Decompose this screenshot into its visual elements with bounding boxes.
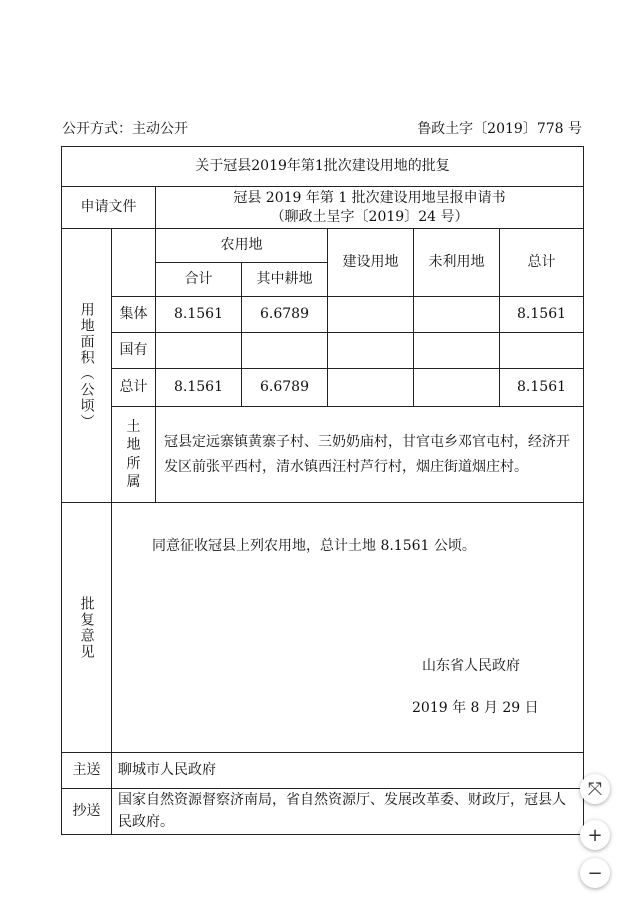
cell-construction — [328, 297, 414, 333]
cc-value: 国家自然资源督察济南局，省自然资源厅、发展改革委、财政厅，冠县人民政府。 — [112, 789, 584, 835]
approval-issuer: 山东省人民政府 — [422, 658, 520, 674]
table-row — [62, 369, 584, 407]
ownership-text: 冠县定远寨镇黄寨子村、三奶奶庙村，甘官屯乡邓官屯村，经济开发区前张平西村，清水镇西汪村芦行村，烟庄街道烟庄村。 — [156, 407, 584, 503]
col-agri: 农用地 — [156, 229, 328, 263]
col-unused: 未利用地 — [414, 229, 500, 297]
approval-label: 批复意见 — [62, 503, 112, 753]
table-row — [62, 297, 584, 333]
cell-unused — [414, 333, 500, 369]
cell-arable: 6.6789 — [242, 297, 328, 333]
zoom-in-button[interactable] — [580, 820, 610, 850]
approval-date: 2019 年 8 月 29 日 — [412, 700, 539, 716]
cell-arable — [242, 333, 328, 369]
table-row — [62, 333, 584, 369]
col-arable: 其中耕地 — [242, 263, 328, 297]
cell-subtotal — [156, 333, 242, 369]
col-subtotal: 合计 — [156, 263, 242, 297]
row-name: 总计 — [112, 369, 156, 407]
document-number: 鲁政土字〔2019〕778 号 — [417, 121, 582, 137]
plus-icon: + — [587, 824, 603, 846]
cell-total: 8.1561 — [500, 297, 584, 333]
ownership-label: 土地所属 — [112, 407, 156, 503]
cell-total: 8.1561 — [500, 369, 584, 407]
cell-construction — [328, 369, 414, 407]
application-document — [156, 187, 584, 229]
col-total: 总计 — [500, 229, 584, 297]
col-construction: 建设用地 — [328, 229, 414, 297]
cell-subtotal: 8.1561 — [156, 297, 242, 333]
main-recipient-label: 主送 — [62, 753, 112, 789]
cell-arable: 6.6789 — [242, 369, 328, 407]
document-title: 关于冠县2019年第1批次建设用地的批复 — [62, 147, 584, 187]
main-recipient-value: 聊城市人民政府 — [112, 753, 584, 789]
area-label: 用地面积（公顷） — [62, 229, 112, 503]
area-corner — [112, 229, 156, 297]
disclosure-method: 公开方式：主动公开 — [62, 121, 188, 137]
approval-text: 同意征收冠县上列农用地，总计土地 8.1561 公顷。 — [152, 538, 476, 554]
application-line-1: 冠县 2019 年第 1 批次建设用地呈报申请书 — [233, 190, 506, 207]
approval-content — [112, 503, 584, 753]
cc-label: 抄送 — [62, 789, 112, 835]
application-line-2: （聊政土呈字〔2019〕24 号） — [270, 208, 469, 225]
application-label: 申请文件 — [62, 187, 156, 229]
cell-total — [500, 333, 584, 369]
fit-screen-icon: ⤧ — [587, 778, 603, 800]
cell-unused — [414, 297, 500, 333]
zoom-out-button[interactable] — [580, 858, 610, 888]
approval-table — [61, 146, 584, 835]
cell-subtotal: 8.1561 — [156, 369, 242, 407]
cell-construction — [328, 333, 414, 369]
fit-screen-button[interactable] — [580, 774, 610, 804]
row-name: 国有 — [112, 333, 156, 369]
cell-unused — [414, 369, 500, 407]
row-name: 集体 — [112, 297, 156, 333]
minus-icon: − — [587, 862, 603, 884]
